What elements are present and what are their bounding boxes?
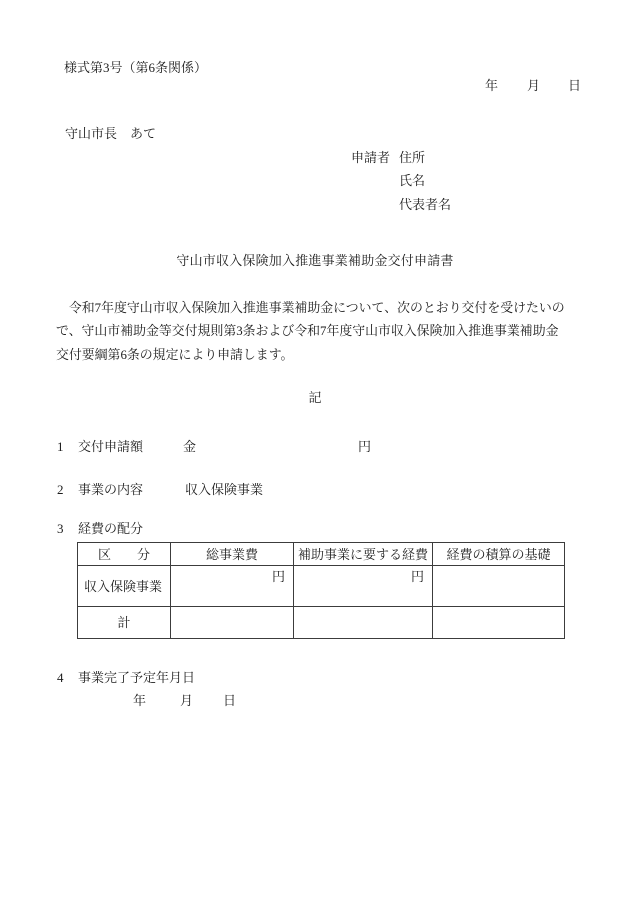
date-day-label: 日 — [568, 78, 582, 93]
body-line-1: 令和7年度守山市収入保険加入推進事業補助金について、次のとおり交付を受けたいの — [56, 301, 565, 315]
date-line — [0, 79, 630, 95]
completion-year-label: 年 — [133, 693, 147, 708]
amount-suffix: 円 — [358, 439, 372, 454]
item-3-number: 3 — [57, 521, 64, 536]
item-1-label: 交付申請額 — [78, 439, 144, 454]
body-line-2: で、守山市補助金等交付規則第3条および令和7年度守山市収入保険加入推進事業補助金 — [56, 324, 559, 339]
date-year-label: 年 — [485, 78, 499, 93]
applicant-field-representative: 代表者名 — [399, 196, 452, 212]
body-line-3: 交付要綱第6条の規定により申請します。 — [56, 347, 294, 362]
completion-date-line — [0, 694, 630, 710]
completion-day-label: 日 — [223, 693, 237, 708]
applicant-row-address — [351, 146, 451, 169]
date-month-label: 月 — [527, 78, 541, 93]
cell-total-cost-unit: 円 — [171, 566, 294, 607]
table-header-row — [78, 543, 565, 566]
item-completion-date — [0, 671, 630, 687]
header-subsidy-cost: 補助事業に要する経費 — [294, 543, 433, 566]
document-title: 守山市収入保険加入推進事業補助金交付申請書 — [176, 253, 454, 268]
item-application-amount — [0, 440, 630, 456]
applicant-field-name: 氏名 — [399, 173, 426, 189]
item-2-label: 事業の内容 — [78, 482, 144, 497]
applicant-field-address: 住所 — [399, 150, 426, 165]
item-2-number: 2 — [57, 482, 64, 497]
item-4-label: 事業完了予定年月日 — [78, 670, 196, 685]
form-number: 様式第3号（第6条関係） — [64, 60, 208, 75]
applicant-row-representative — [351, 193, 451, 216]
cell-cost-basis-sum — [433, 607, 565, 639]
amount-prefix: 金 — [183, 439, 197, 454]
cell-subsidy-cost-sum — [294, 607, 433, 639]
cell-subsidy-cost-unit: 円 — [294, 566, 433, 607]
item-business-content — [0, 483, 630, 499]
applicant-label: 申請者 — [351, 150, 391, 165]
cell-total-label: 計 — [78, 607, 171, 639]
item-3-label: 経費の配分 — [78, 521, 144, 536]
header-cost-basis: 経費の積算の基礎 — [433, 543, 565, 566]
applicant-block — [351, 146, 451, 216]
applicant-row-name — [351, 169, 451, 192]
item-4-number: 4 — [57, 670, 64, 685]
cell-total-cost-sum — [171, 607, 294, 639]
completion-month-label: 月 — [180, 693, 194, 708]
table-row-insurance — [78, 566, 565, 607]
cell-category: 収入保険事業 — [78, 566, 171, 607]
item-cost-allocation — [0, 522, 630, 538]
cost-allocation-table — [77, 542, 565, 639]
ki-marker: 記 — [308, 390, 322, 405]
header-total-cost: 総事業費 — [171, 543, 294, 566]
body-paragraph — [56, 297, 576, 367]
table-row-total — [78, 607, 565, 639]
header-category: 区 分 — [78, 543, 171, 566]
item-2-value: 収入保険事業 — [185, 482, 264, 497]
cell-cost-basis — [433, 566, 565, 607]
item-1-number: 1 — [57, 439, 64, 454]
addressee: 守山市長 あて — [65, 126, 157, 141]
